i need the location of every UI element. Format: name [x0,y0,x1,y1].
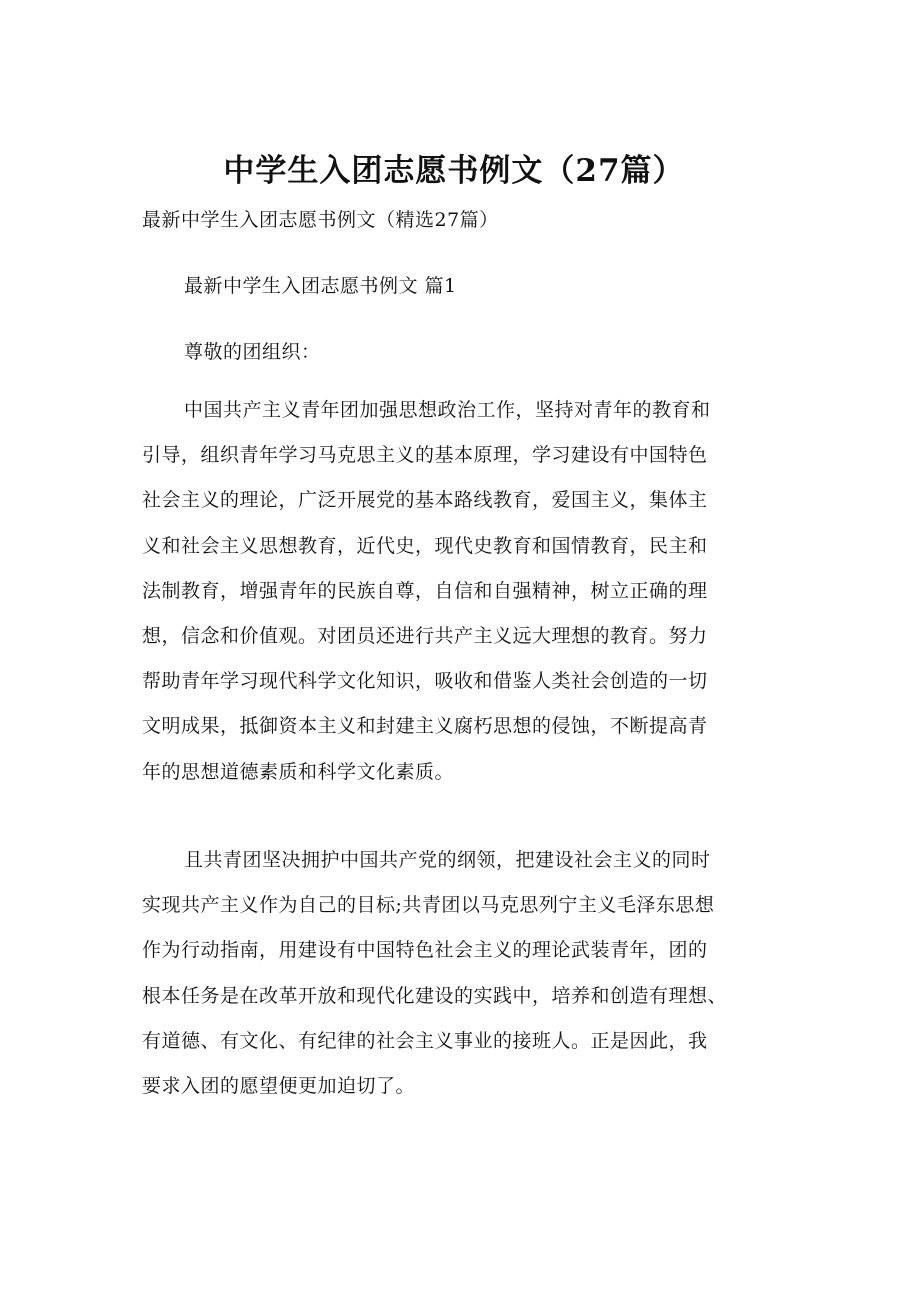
paragraph-2-line: 根本任务是在改革开放和现代化建设的实践中，培养和创造有理想、 [142,984,728,1007]
paragraph-1-line: 文明成果，抵御资本主义和封建主义腐朽思想的侵蚀，不断提高青 [142,715,708,738]
paragraph-1-line: 中国共产主义青年团加强思想政治工作，坚持对青年的教育和 [184,399,711,421]
paragraph-1-line: 帮助青年学习现代科学文化知识，吸收和借鉴人类社会创造的一切 [142,670,708,693]
paragraph-1-line: 想，信念和价值观。对团员还进行共产主义远大理想的教育。努力 [142,624,708,647]
salutation-text: 尊敬的团组织： [184,341,321,363]
paragraph-1-line: 法制教育，增强青年的民族自尊，自信和自强精神，树立正确的理 [142,579,708,602]
paragraph-2-line: 实现共产主义作为自己的目标;共青团以马克思列宁主义毛泽东思想 [142,894,715,917]
paragraph-1-line: 年的思想道德素质和科学文化素质。 [142,760,455,783]
document-title: 中学生入团志愿书例文（27篇） [223,153,685,189]
paragraph-1-line: 社会主义的理论，广泛开展党的基本路线教育，爱国主义，集体主 [142,489,708,512]
paragraph-1-line: 引导，组织青年学习马克思主义的基本原理，学习建设有中国特色 [142,444,708,467]
paragraph-2-line: 且共青团坚决拥护中国共产党的纲领，把建设社会主义的同时 [184,849,711,871]
paragraph-2-line: 要求入团的愿望便更加迫切了。 [142,1074,416,1097]
paragraph-1 [142,388,782,795]
paragraph-2-line: 作为行动指南，用建设有中国特色社会主义的理论武装青年，团的 [142,939,708,962]
document-subtitle: 最新中学生入团志愿书例文（精选27篇） [142,209,499,231]
paragraph-1-line: 义和社会主义思想教育，近代史，现代史教育和国情教育，民主和 [142,534,708,557]
salutation [142,330,824,375]
section-heading [142,264,824,309]
paragraph-2 [142,838,782,1109]
paragraph-2-line: 有道德、有文化、有纪律的社会主义事业的接班人。正是因此，我 [142,1029,708,1052]
section-heading-text: 最新中学生入团志愿书例文 篇1 [184,275,457,297]
